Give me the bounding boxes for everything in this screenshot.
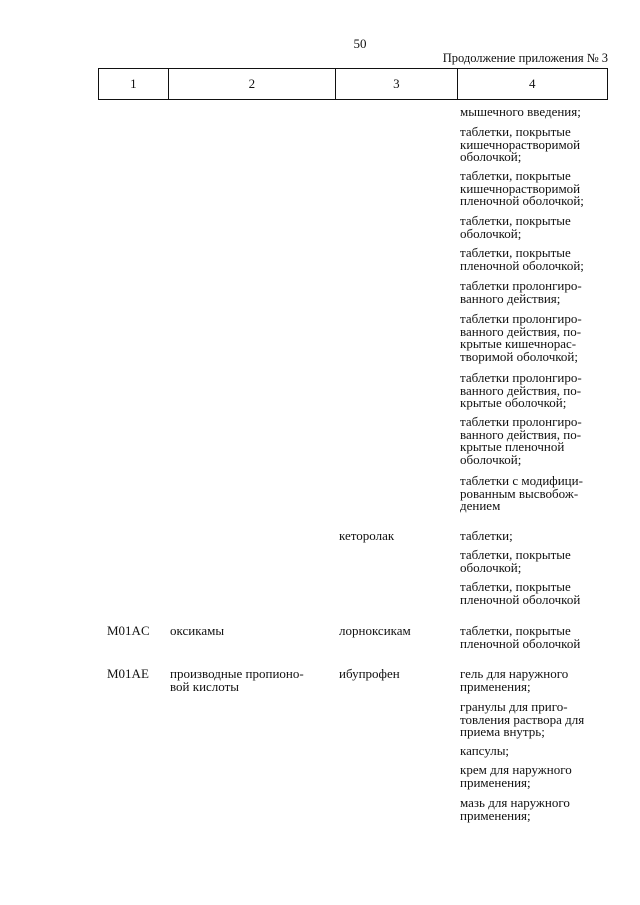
page-number: 50 bbox=[353, 36, 367, 51]
header-cell-3: 3 bbox=[336, 69, 458, 99]
dosage-form-item: крем для наружного применения; bbox=[460, 762, 572, 790]
dosage-form-item: гранулы для приго- товления раствора для приема внутрь; bbox=[460, 699, 585, 739]
header-cell-1: 1 bbox=[99, 69, 169, 99]
dosage-form-item: таблетки, покрытые оболочкой; bbox=[460, 547, 571, 575]
dosage-form-item: капсулы; bbox=[460, 743, 510, 758]
dosage-form-item: таблетки пролонгиро- ванного действия; bbox=[460, 278, 582, 306]
atc-code-m01ac: M01AC bbox=[107, 623, 150, 638]
header-cell-2: 2 bbox=[169, 69, 336, 99]
dosage-form-item: таблетки, покрытые кишечнорастворимой оболочкой; bbox=[460, 124, 581, 164]
header-cell-4: 4 bbox=[529, 75, 536, 91]
dosage-form-item: гель для наружного применения; bbox=[460, 666, 569, 694]
dosage-form-item: таблетки пролонгиро- ванного действия, по- крытые кишечнорас- творимой оболочкой; bbox=[460, 311, 582, 364]
group-name-propionic: производные пропионо- вой кислоты bbox=[170, 666, 304, 694]
dosage-form-item: таблетки, покрытые пленочной оболочкой bbox=[460, 579, 581, 607]
drug-name-ketorolac: кеторолак bbox=[339, 528, 395, 543]
dosage-form-item: мазь для наружного применения; bbox=[460, 795, 570, 823]
dosage-form-item: таблетки с модифици- рованным высвобож- дением bbox=[460, 473, 583, 513]
dosage-form-item: таблетки, покрытые пленочной оболочкой bbox=[460, 623, 581, 651]
table-header bbox=[98, 68, 608, 100]
dosage-form-item: таблетки пролонгиро- ванного действия, по- крытые пленочной оболочкой; bbox=[460, 414, 582, 467]
dosage-form-item: таблетки, покрытые пленочной оболочкой; bbox=[460, 245, 584, 273]
drug-name-ibuprofen: ибупрофен bbox=[339, 666, 400, 681]
dosage-form-item: таблетки, покрытые оболочкой; bbox=[460, 213, 571, 241]
continuation-label: Продолжение приложения № 3 bbox=[442, 51, 608, 65]
dosage-form-item: таблетки; bbox=[460, 528, 513, 543]
dosage-form-item: таблетки пролонгиро- ванного действия, по- крытые оболочкой; bbox=[460, 370, 582, 410]
drug-name-lornoxicam: лорноксикам bbox=[339, 623, 411, 638]
dosage-form-item: мышечного введения; bbox=[460, 104, 581, 119]
group-name-oxicams: оксикамы bbox=[170, 623, 225, 638]
atc-code-m01ae: M01AE bbox=[107, 666, 149, 681]
dosage-form-item: таблетки, покрытые кишечнорастворимой пленочной оболочкой; bbox=[460, 168, 584, 208]
